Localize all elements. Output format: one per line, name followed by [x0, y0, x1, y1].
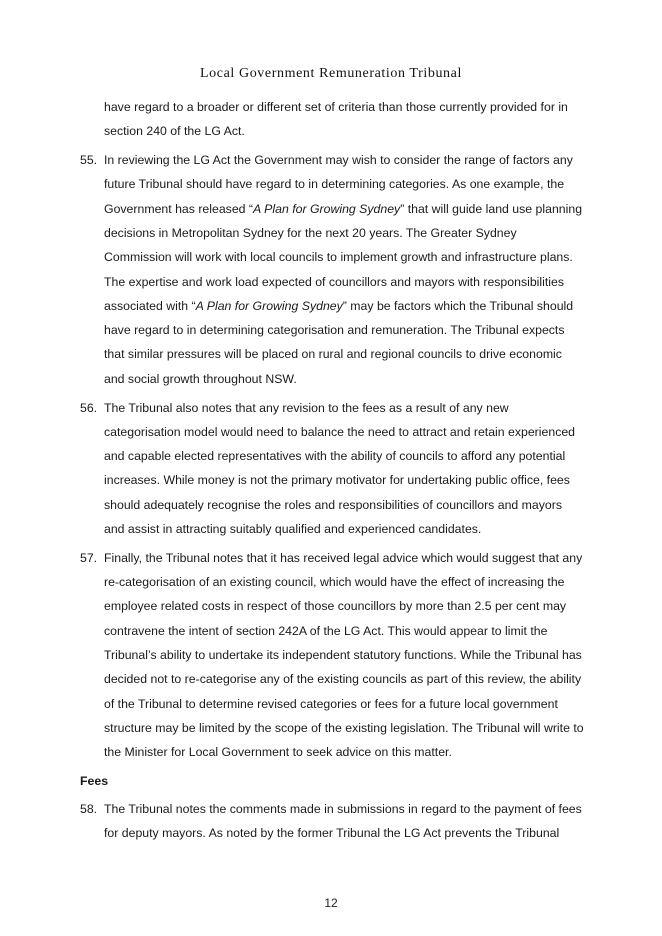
- section-heading-fees: Fees: [80, 773, 109, 788]
- page-number: 12: [324, 896, 338, 910]
- paragraph-text: In reviewing the LG Act the Government may wish to consider the range of factors any future Tribunal should have regard to in determining categories. As one example, the Government has released “: [104, 153, 573, 216]
- paragraph-number: 56.: [80, 400, 98, 415]
- paragraph-text: The Tribunal notes the comments made in submissions in regard to the payment of fees for deputy mayors. As noted by the former Tribunal the LG Act prevents the Tribunal: [104, 801, 582, 841]
- document-body: [80, 95, 585, 845]
- running-header: Local Government Remuneration Tribunal: [200, 66, 462, 81]
- plan-title-italic: A Plan for Growing Sydney: [195, 298, 343, 313]
- paragraph-text: ” may be factors which the Tribunal should have regard to in determining categorisation and remuneration. The Tribunal expects that similar pressures will be placed on rural and regional councils to drive economic and social growth throughout NSW.: [104, 298, 574, 386]
- paragraph-58: [80, 797, 585, 846]
- paragraph-number: 55.: [80, 153, 98, 168]
- paragraph-text: Finally, the Tribunal notes that it has received legal advice which would suggest that any re-categorisation of an existing council, which would have the effect of increasing the employee related costs in respect of those councillors by more than 2.5 per cent may contravene the intent of section 242A of the LG Act. This would appear to limit the Tribunal’s ability to undertake its independent statutory functions. While the Tribunal has decided not to re-categorise any of the existing councils as part of this review, the ability of the Tribunal to determine revised categories or fees for a future local government structure may be limited by the scope of the existing legislation. The Tribunal will write to the Minister for Local Government to seek advice on this matter.: [104, 550, 584, 760]
- paragraph-55: [80, 148, 585, 391]
- paragraph-text: ” that will guide land use planning decisions in Metropolitan Sydney for the next 20 years. The Greater Sydney Commission will work with local councils to implement growth and infrastructure plans. The expertise and work load expected of councillors and mayors with responsibilities associated with “: [104, 201, 583, 313]
- paragraph-number: 58.: [80, 801, 98, 816]
- paragraph-number: 57.: [80, 550, 98, 565]
- plan-title-italic: A Plan for Growing Sydney: [253, 201, 401, 216]
- paragraph-56: [80, 396, 585, 542]
- paragraph-57: [80, 546, 585, 765]
- continuation-paragraph: have regard to a broader or different set of criteria than those currently provided for in section 240 of the LG Act.: [104, 100, 568, 139]
- paragraph-text: The Tribunal also notes that any revision to the fees as a result of any new categorisation model would need to balance the need to attract and retain experienced and capable elected representatives with the ability of councils to afford any potential increases. While money is not the primary motivator for undertaking public office, fees should adequately recognise the roles and responsibilities of councillors and mayors and assist in attracting suitably qualified and experienced candidates.: [104, 400, 576, 537]
